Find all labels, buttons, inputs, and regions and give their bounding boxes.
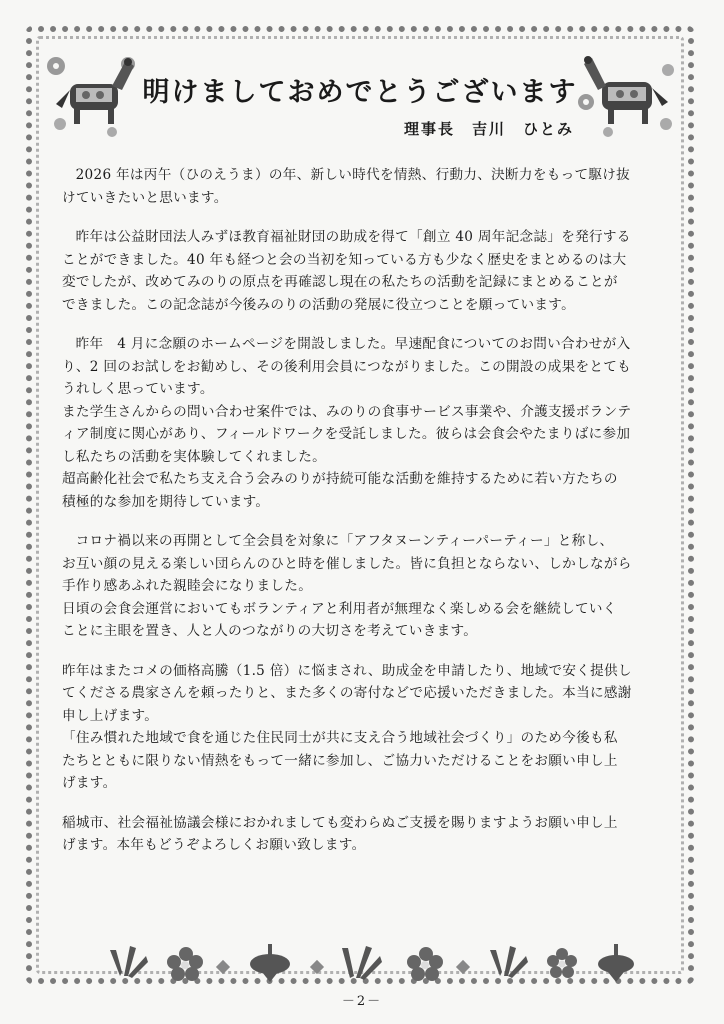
plum-blossom-row xyxy=(90,936,650,984)
horse-illustration-left xyxy=(40,40,140,140)
paragraph xyxy=(62,660,674,795)
paragraph xyxy=(62,164,674,209)
diamond-icon xyxy=(456,960,470,974)
text-line: 申し上げます。 xyxy=(62,707,159,724)
text-line: げます。本年もどうぞよろしくお願い致します。 xyxy=(62,837,366,853)
pine-sprig-icon xyxy=(110,946,148,978)
diamond-icon xyxy=(310,960,324,974)
plum-blossom-icon xyxy=(547,948,577,978)
text-line: 手作り感あふれた親睦会になりました。 xyxy=(62,578,313,594)
bamboo-leaf-icon xyxy=(342,946,382,980)
text-line: けていきたいと思います。 xyxy=(62,189,228,206)
spinning-top-icon xyxy=(598,944,634,982)
text-line: 2026 年は丙午（ひのえうま）の年、新しい時代を情熱、行動力、決断力をもって駆け抜 xyxy=(75,167,631,183)
paragraph xyxy=(62,226,674,316)
text-line: 昨年 4 月に念願のホームページを開設しました。早速配食についてのお問い合わせが入 xyxy=(75,336,631,352)
text-line: できました。この記念誌が今後みのりの活動の発展に役立つことを願っています。 xyxy=(62,296,575,313)
plum-blossom-icon xyxy=(407,947,443,981)
text-line: げます。 xyxy=(62,775,117,791)
diamond-icon xyxy=(216,960,230,974)
text-line: 昨年はまたコメの価格高騰（1.5 倍）に悩まされ、助成金を申請したり、地域で安く提供し xyxy=(62,662,632,679)
text-line: し私たちの活動を実体験してくれました。 xyxy=(62,448,326,465)
letter-body xyxy=(62,164,674,874)
page-number: －2－ xyxy=(341,994,383,1009)
text-line: お互い顔の見える楽しい団らんのひと時を催しました。皆に負担とならない、しかしながら xyxy=(62,555,632,572)
text-line: ことができました。40 年も経つと会の当初を知っている方も少なく歴史をまとめるのは大 xyxy=(62,251,627,268)
plum-blossom-icon xyxy=(167,947,203,981)
text-line: てくださる農家さんを頼ったりと、また多くの寄付などで応援いただきました。本当に感謝 xyxy=(62,685,632,701)
text-line: 昨年は公益財団法人みずほ教育福祉財団の助成を得て「創立 40 周年記念誌」を発行する xyxy=(75,229,631,245)
text-line: コロナ禍以来の再開として全会員を対象に「アフタヌーンティーパーティー」と称し、 xyxy=(75,533,614,549)
text-line: うれしく思っています。 xyxy=(62,381,214,397)
text-line: 変でしたが、改めてみのりの原点を再確認し現在の私たちの活動を記録にまとめることが xyxy=(62,274,618,290)
text-line: 「住み慣れた地域で食を通じた住民同士が共に支え合う地域社会づくり」のため今後も私 xyxy=(62,730,618,746)
paragraph xyxy=(62,530,674,643)
paragraph xyxy=(62,812,674,857)
text-line: 積極的な参加を期待しています。 xyxy=(62,493,270,510)
page-title: 明けましておめでとうございます xyxy=(142,77,578,109)
text-line: 超高齢化社会で私たち支え合う会みのりが持続可能な活動を維持するために若い方たちの xyxy=(62,471,618,487)
text-line: たちとともに限りない情熱をもって一緒に参加し、ご協力いただけることをお願い申し上 xyxy=(62,752,618,769)
text-line: り、2 回のお試しをお勧めし、その後利用会員につながりました。この開設の成果をとても xyxy=(62,358,632,375)
spinning-top-icon xyxy=(250,944,290,982)
paragraph xyxy=(62,333,674,513)
text-line: ィア制度に関心があり、フィールドワークを受託しました。彼らは会食会やたまりばに参加 xyxy=(62,426,631,442)
author-line: 理事長 吉川 ひとみ xyxy=(403,120,574,138)
text-line: 稲城市、社会福祉協議会様におかれましても変わらぬご支援を賜りますようお願い申し上 xyxy=(62,814,618,831)
text-line: ことに主眼を置き、人と人のつながりの大切さを考えていきます。 xyxy=(62,623,478,639)
pine-sprig-icon xyxy=(490,946,528,978)
text-line: 日頃の会食会運営においてもボランティアと利用者が無理なく楽しめる会を継続していく xyxy=(62,600,617,617)
text-line: また学生さんからの問い合わせ案件では、みのりの食事サービス事業や、介護支援ボランテ xyxy=(62,403,632,420)
